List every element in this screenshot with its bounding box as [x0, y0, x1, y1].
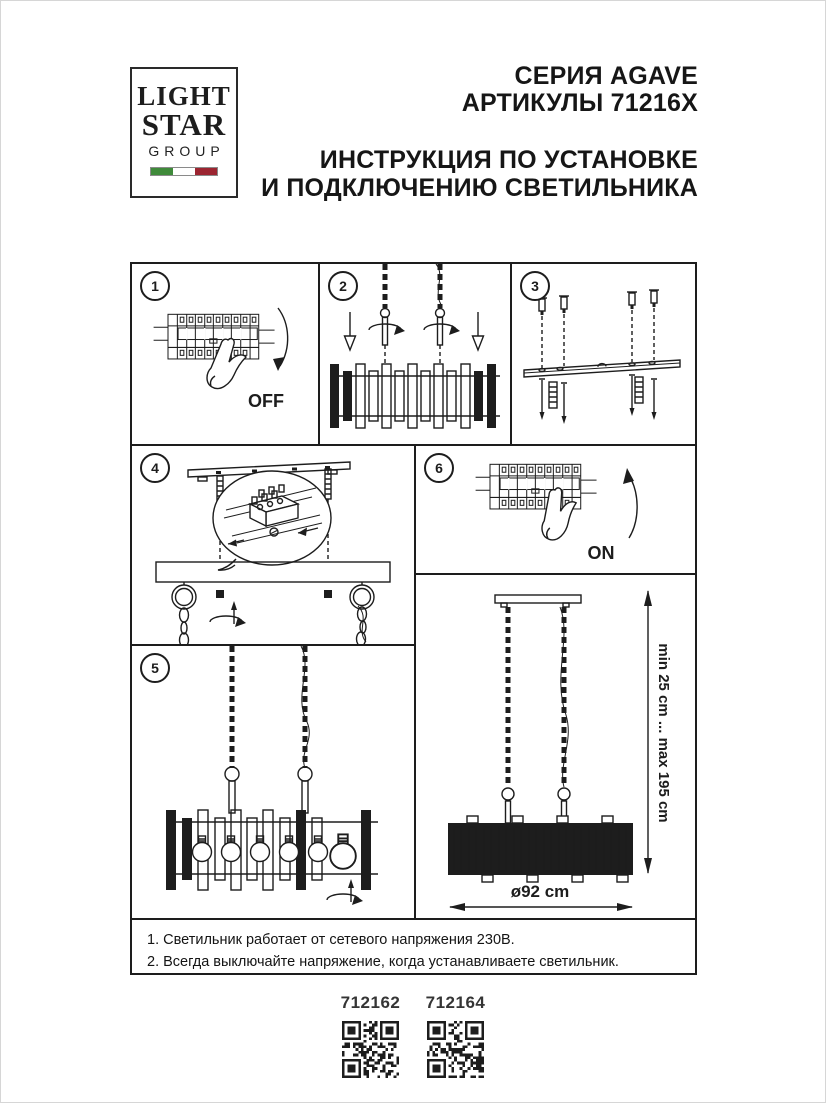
off-label: OFF [248, 391, 284, 411]
step-number: 2 [328, 271, 358, 301]
product-code-label: 712162 [340, 993, 401, 1012]
diameter-label: ø92 cm [510, 882, 570, 901]
series-block [462, 63, 698, 116]
instruction-line-1: ИНСТРУКЦИЯ ПО УСТАНОВКЕ [319, 146, 698, 174]
step-number: 3 [520, 271, 550, 301]
step-panel-4 [132, 446, 416, 646]
qr-code [427, 1021, 484, 1078]
flag-red [195, 168, 217, 175]
product-712164 [427, 993, 485, 1078]
instruction-title [261, 146, 698, 202]
qr-code [342, 1021, 399, 1078]
step-panel-1 [132, 264, 320, 446]
flag-white [173, 168, 195, 175]
product-code-label: 712164 [425, 993, 486, 1012]
step-number: 6 [424, 453, 454, 483]
step-panel-3 [512, 264, 695, 446]
installation-steps-grid [130, 262, 697, 975]
height-range-label: min 25 cm ... max 195 cm [655, 643, 672, 823]
logo-word-star: STAR [141, 106, 227, 142]
series-title: СЕРИЯ AGAVE [514, 62, 698, 90]
logo-word-group: GROUP [148, 143, 225, 160]
step-number: 5 [140, 653, 170, 683]
note-line-1: 1. Светильник работает от сетевого напряжения 230В. [147, 932, 515, 948]
product-codes [0, 993, 826, 1078]
logo-word-light: LIGHT [137, 81, 231, 111]
brand-logo [130, 67, 238, 198]
product-712162 [342, 993, 400, 1078]
dimensions-panel [416, 575, 695, 920]
dimensions-drawing [416, 575, 695, 918]
bulb-installation-drawing [132, 646, 414, 918]
on-label: ON [587, 543, 615, 563]
step-panel-6 [416, 446, 695, 575]
canopy-wiring-drawing [132, 446, 414, 644]
italian-flag-bar [150, 167, 218, 176]
step-number: 1 [140, 271, 170, 301]
articles-title: АРТИКУЛЫ 71216X [461, 88, 698, 117]
step-panel-5 [132, 646, 416, 920]
safety-notes [132, 920, 695, 973]
breaker-on-drawing [416, 446, 695, 573]
instruction-line-2: И ПОДКЛЮЧЕНИЮ СВЕТИЛЬНИКА [261, 174, 698, 202]
step-panel-2 [320, 264, 512, 446]
note-line-2: 2. Всегда выключайте напряжение, когда устанавливаете светильник. [147, 954, 619, 971]
step-number: 4 [140, 453, 170, 483]
flag-green [151, 168, 173, 175]
